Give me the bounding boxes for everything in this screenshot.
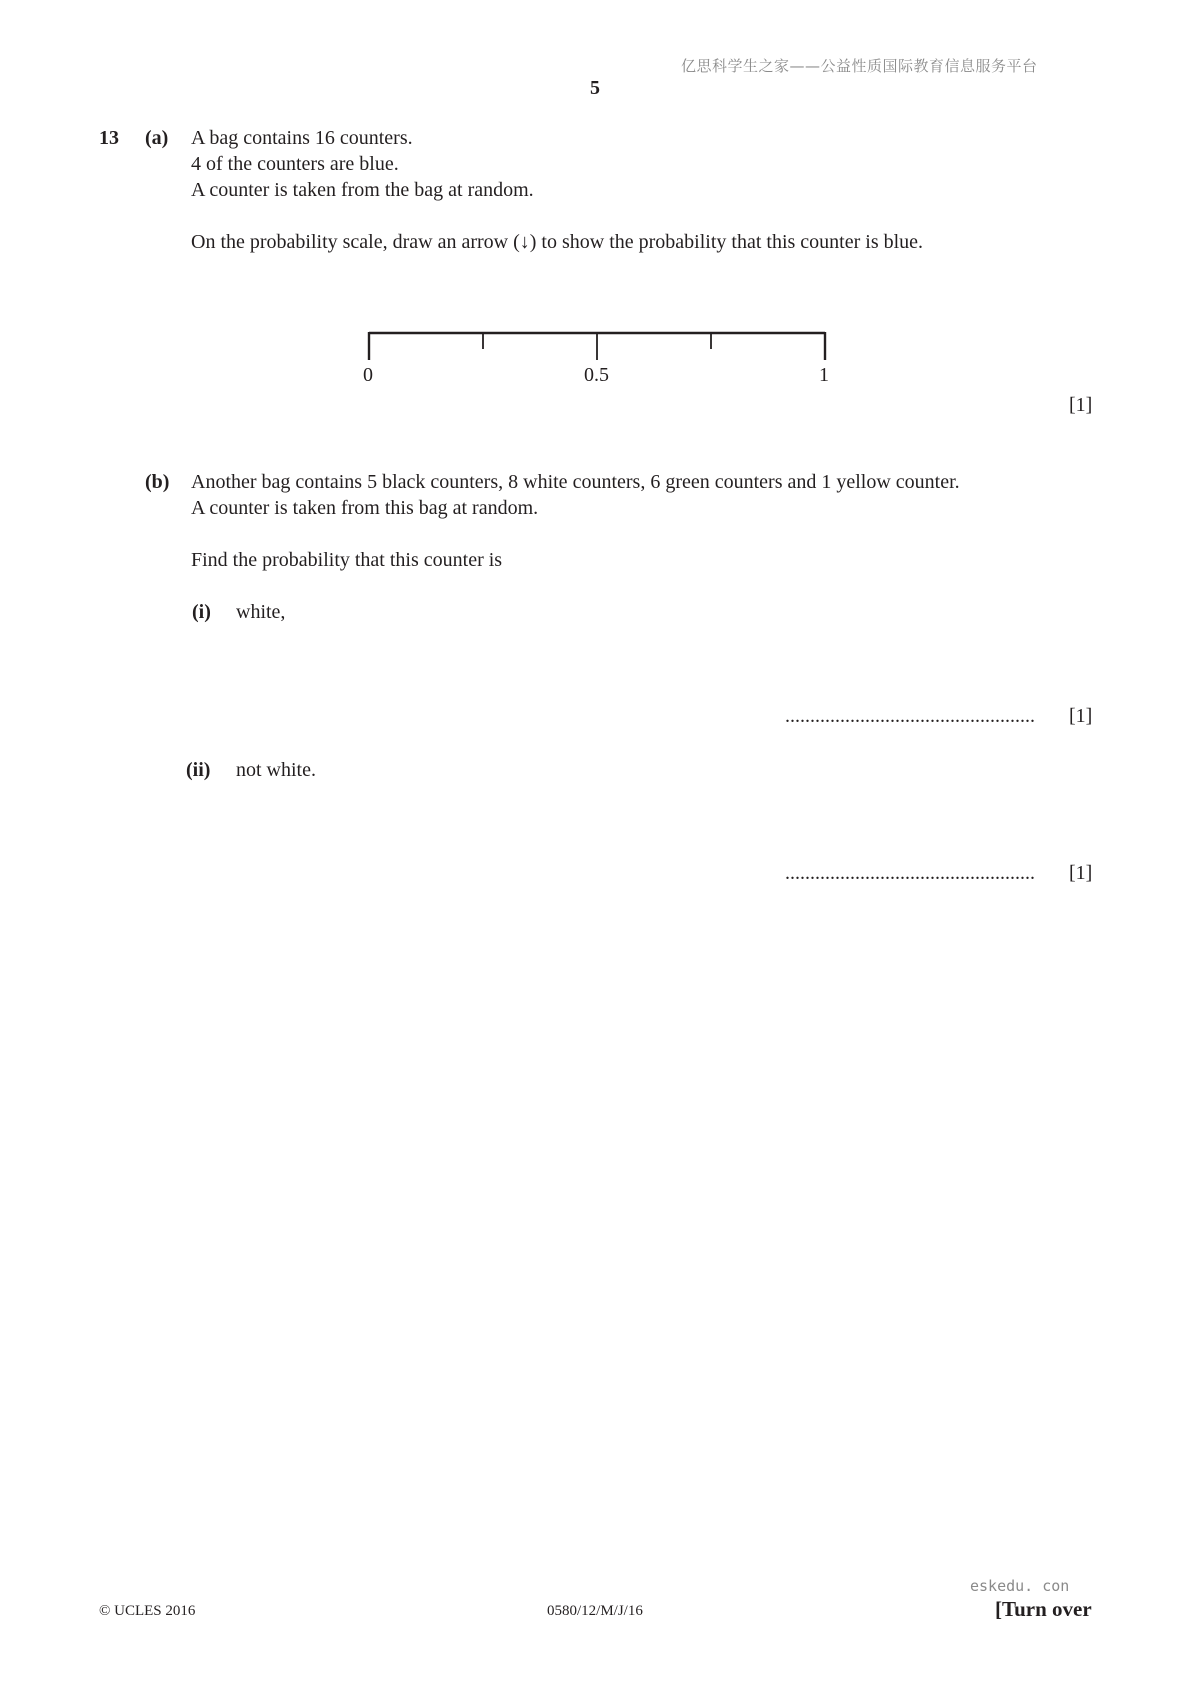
- part-a-line-3: A counter is taken from the bag at random.: [191, 179, 534, 201]
- part-b-line-1: Another bag contains 5 black counters, 8 white counters, 6 green counters and 1 yellow counter.: [191, 471, 960, 493]
- scale-label-half: 0.5: [584, 364, 609, 386]
- sub-i-text: white,: [236, 601, 286, 623]
- question-number: 13: [99, 127, 119, 149]
- part-a-line-2: 4 of the counters are blue.: [191, 153, 399, 175]
- sub-ii-text: not white.: [236, 759, 316, 781]
- footer-paper-code: 0580/12/M/J/16: [547, 1603, 643, 1619]
- part-a-label: (a): [145, 127, 169, 149]
- sub-i-marks: [1]: [1069, 705, 1093, 727]
- header-watermark: 亿思科学生之家——公益性质国际教育信息服务平台: [681, 57, 1038, 75]
- part-b-prompt: Find the probability that this counter is: [191, 549, 503, 571]
- sub-ii-marks: [1]: [1069, 862, 1093, 884]
- page-number: 5: [590, 77, 600, 99]
- scale-label-1: 1: [819, 364, 829, 386]
- turn-over: [Turn over: [995, 1597, 1092, 1621]
- footer-watermark: eskedu. con: [970, 1577, 1070, 1595]
- part-b-line-2: A counter is taken from this bag at random.: [191, 497, 539, 519]
- footer-copyright: © UCLES 2016: [99, 1603, 196, 1619]
- part-a-marks: [1]: [1069, 394, 1093, 416]
- scale-label-0: 0: [363, 364, 373, 386]
- part-b-label: (b): [145, 471, 170, 493]
- sub-ii-answer-line[interactable]: ..................................................: [785, 862, 1035, 884]
- probability-scale[interactable]: [360, 330, 830, 366]
- sub-ii-label: (ii): [186, 759, 211, 781]
- part-a-instruction: On the probability scale, draw an arrow (↓) to show the probability that this counter is blue.: [191, 231, 924, 253]
- part-a-line-1: A bag contains 16 counters.: [191, 127, 413, 149]
- sub-i-answer-line[interactable]: ..................................................: [785, 705, 1035, 727]
- sub-i-label: (i): [192, 601, 211, 623]
